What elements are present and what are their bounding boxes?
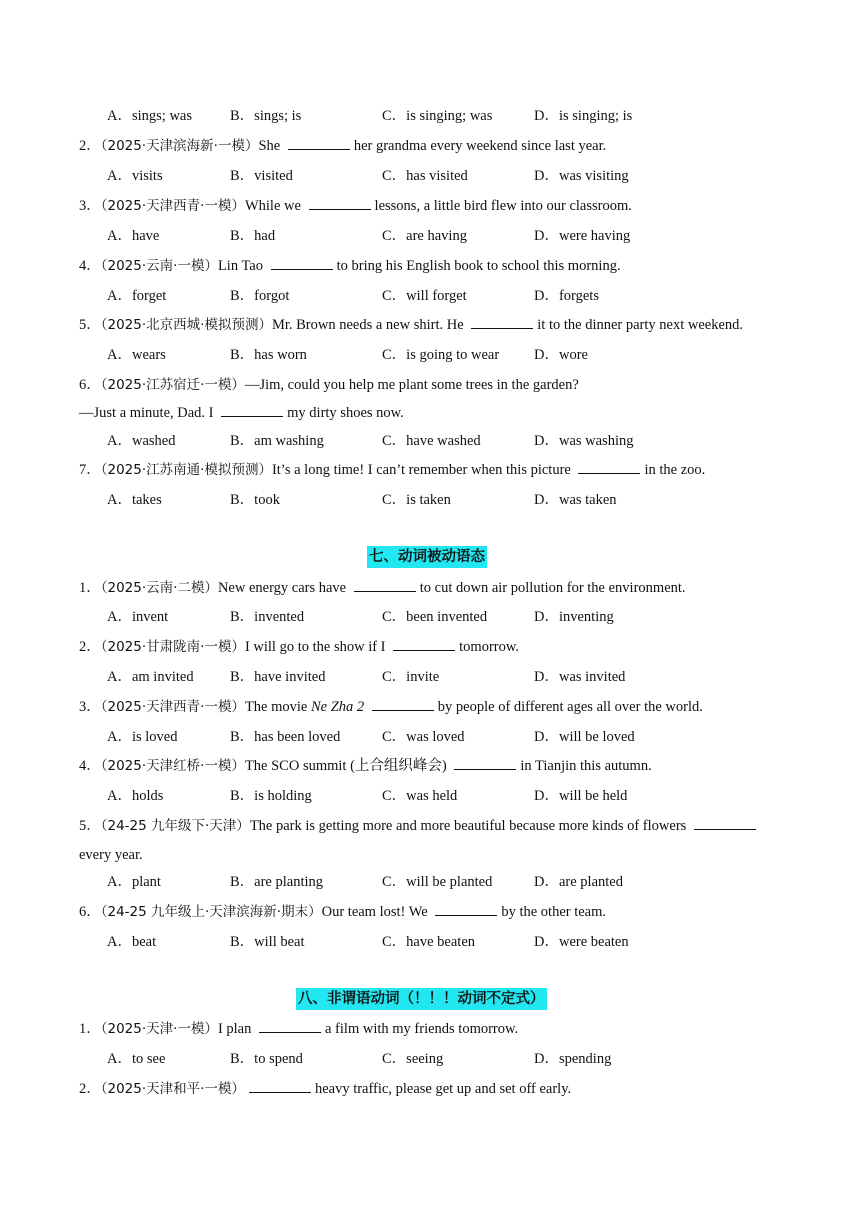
option-b: B．sings; is bbox=[230, 108, 302, 124]
answer-blank bbox=[249, 1080, 311, 1093]
question-number: 3． bbox=[79, 699, 101, 715]
option-a: A．takes bbox=[107, 492, 162, 508]
answer-blank bbox=[288, 137, 350, 150]
option-d: D．were having bbox=[534, 228, 631, 244]
question-text: her grandma every weekend since last year. bbox=[353, 138, 607, 154]
option-c: C．has visited bbox=[382, 168, 468, 184]
option-d: D．is singing; is bbox=[534, 108, 633, 124]
option-d: D．are planted bbox=[534, 874, 623, 890]
option-b: B．am washing bbox=[230, 433, 324, 449]
option-d: D．spending bbox=[534, 1051, 612, 1067]
question-text: to bring his English book to school this morning. bbox=[336, 258, 621, 274]
option-a: A．wears bbox=[107, 347, 166, 363]
option-c: C．will be planted bbox=[382, 874, 493, 890]
question-source: （2025·天津西青·一模） bbox=[100, 198, 245, 214]
question-number: 6． bbox=[79, 377, 101, 393]
question-number: 2． bbox=[79, 1081, 101, 1097]
option-b: B．have invited bbox=[230, 669, 326, 685]
answer-blank bbox=[372, 698, 434, 711]
option-a: A．sings; was bbox=[107, 108, 192, 124]
question-number: 5． bbox=[79, 317, 101, 333]
option-d: D．was invited bbox=[534, 669, 626, 685]
question-stem bbox=[79, 137, 606, 155]
question-text: it to the dinner party next weekend. bbox=[537, 317, 744, 333]
answer-blank bbox=[435, 903, 497, 916]
question-source: （2025·甘肃陇南·一模） bbox=[100, 639, 245, 655]
answer-blank bbox=[309, 197, 371, 210]
question-text: Our team lost! We bbox=[321, 904, 428, 920]
question-stem bbox=[79, 579, 686, 597]
movie-title: Ne Zha 2 bbox=[311, 699, 365, 715]
section-heading: 八、非谓语动词（！！！动词不定式） bbox=[296, 988, 547, 1010]
question-text: in Tianjin this autumn. bbox=[520, 758, 652, 774]
option-b: B．is holding bbox=[230, 788, 312, 804]
option-c: C．was held bbox=[382, 788, 458, 804]
question-number: 2． bbox=[79, 138, 101, 154]
option-c: C．will forget bbox=[382, 288, 467, 304]
option-c: C．been invented bbox=[382, 609, 488, 625]
option-a: A．have bbox=[107, 228, 160, 244]
option-c: C．invite bbox=[382, 669, 440, 685]
question-text: by the other team. bbox=[501, 904, 607, 920]
section-heading: 七、动词被动语态 bbox=[367, 546, 487, 568]
question-stem bbox=[79, 316, 743, 334]
question-text: New energy cars have bbox=[217, 580, 347, 596]
question-source: （2025·天津滨海新·一模） bbox=[100, 138, 259, 154]
question-source: （24-25 九年级上·天津滨海新·期末） bbox=[100, 904, 322, 920]
answer-blank bbox=[694, 817, 756, 830]
question-text: It’s a long time! I can’t remember when this picture bbox=[271, 462, 571, 478]
option-c: C．have beaten bbox=[382, 934, 476, 950]
question-stem bbox=[79, 698, 703, 716]
option-d: D．was taken bbox=[534, 492, 617, 508]
option-a: A．holds bbox=[107, 788, 164, 804]
option-c: C．is singing; was bbox=[382, 108, 493, 124]
question-text: Mr. Brown needs a new shirt. He bbox=[271, 317, 464, 333]
question-text: to cut down air pollution for the environment. bbox=[419, 580, 686, 596]
question-number: 1． bbox=[79, 1021, 101, 1037]
option-b: B．visited bbox=[230, 168, 293, 184]
option-d: D．was visiting bbox=[534, 168, 629, 184]
answer-blank bbox=[259, 1020, 321, 1033]
question-text: a film with my friends tomorrow. bbox=[325, 1021, 519, 1037]
option-d: D．were beaten bbox=[534, 934, 629, 950]
question-text: Lin Tao bbox=[217, 258, 263, 274]
option-c: C．have washed bbox=[382, 433, 481, 449]
question-number: 1． bbox=[79, 580, 101, 596]
question-source: （2025·天津西青·一模） bbox=[100, 699, 245, 715]
question-source: （2025·江苏宿迁·一模） bbox=[100, 377, 245, 393]
question-text: The park is getting more and more beautiful because more kinds of flowers bbox=[249, 818, 687, 834]
answer-blank bbox=[578, 461, 640, 474]
question-text: in the zoo. bbox=[644, 462, 706, 478]
question-text: —Jim, could you help me plant some trees in the garden? bbox=[244, 377, 579, 393]
question-stem-line2 bbox=[79, 846, 143, 864]
option-b: B．to spend bbox=[230, 1051, 303, 1067]
question-stem bbox=[79, 376, 579, 394]
question-source: （2025·天津红桥·一模） bbox=[100, 758, 245, 774]
question-number: 3． bbox=[79, 198, 101, 214]
question-source: （2025·江苏南通·模拟预测） bbox=[100, 462, 272, 478]
option-d: D．inventing bbox=[534, 609, 614, 625]
option-c: C．is going to wear bbox=[382, 347, 500, 363]
option-c: C．is taken bbox=[382, 492, 451, 508]
question-number: 6． bbox=[79, 904, 101, 920]
option-a: A．beat bbox=[107, 934, 157, 950]
question-number: 4． bbox=[79, 258, 101, 274]
question-number: 5． bbox=[79, 818, 101, 834]
option-c: C．was loved bbox=[382, 729, 465, 745]
question-text: I plan bbox=[217, 1021, 252, 1037]
question-stem-line2 bbox=[79, 404, 404, 422]
question-text: every year. bbox=[79, 847, 143, 863]
question-text: The movie bbox=[244, 699, 308, 715]
question-text: heavy traffic, please get up and set off early. bbox=[314, 1081, 572, 1097]
question-source: （24-25 九年级下·天津） bbox=[100, 818, 250, 834]
question-text: I will go to the show if I bbox=[244, 639, 386, 655]
option-d: D．wore bbox=[534, 347, 588, 363]
option-b: B．had bbox=[230, 228, 276, 244]
question-number: 2． bbox=[79, 639, 101, 655]
question-text: While we bbox=[244, 198, 301, 214]
option-a: A．am invited bbox=[107, 669, 194, 685]
option-b: B．invented bbox=[230, 609, 305, 625]
option-d: D．was washing bbox=[534, 433, 634, 449]
question-stem bbox=[79, 817, 760, 835]
option-d: D．will be held bbox=[534, 788, 628, 804]
answer-blank bbox=[393, 638, 455, 651]
option-a: A．is loved bbox=[107, 729, 178, 745]
option-b: B．forgot bbox=[230, 288, 290, 304]
option-b: B．took bbox=[230, 492, 280, 508]
option-a: A．to see bbox=[107, 1051, 166, 1067]
question-text: tomorrow. bbox=[459, 639, 520, 655]
option-b: B．are planting bbox=[230, 874, 324, 890]
question-stem bbox=[79, 197, 632, 215]
question-text: —Just a minute, Dad. I bbox=[79, 405, 214, 421]
question-source: （2025·天津和平·一模） bbox=[100, 1081, 245, 1097]
question-source: （2025·云南·一模） bbox=[100, 258, 218, 274]
question-text: The SCO summit (上合组织峰会) bbox=[244, 758, 447, 774]
answer-blank bbox=[354, 579, 416, 592]
question-source: （2025·云南·二模） bbox=[100, 580, 218, 596]
question-stem bbox=[79, 257, 621, 275]
question-text: by people of different ages all over the world. bbox=[437, 699, 703, 715]
option-d: D．forgets bbox=[534, 288, 599, 304]
answer-blank bbox=[471, 316, 533, 329]
option-a: A．invent bbox=[107, 609, 169, 625]
question-stem bbox=[79, 638, 519, 656]
option-a: A．forget bbox=[107, 288, 167, 304]
question-stem bbox=[79, 1020, 518, 1038]
question-stem bbox=[79, 461, 705, 479]
question-text: She bbox=[258, 138, 281, 154]
question-stem bbox=[79, 1080, 571, 1098]
option-a: A．washed bbox=[107, 433, 176, 449]
option-b: B．will beat bbox=[230, 934, 305, 950]
answer-blank bbox=[454, 757, 516, 770]
option-d: D．will be loved bbox=[534, 729, 635, 745]
question-number: 7． bbox=[79, 462, 101, 478]
question-stem bbox=[79, 903, 606, 921]
question-number: 4． bbox=[79, 758, 101, 774]
option-b: B．has worn bbox=[230, 347, 307, 363]
question-text: my dirty shoes now. bbox=[287, 405, 404, 421]
option-b: B．has been loved bbox=[230, 729, 341, 745]
question-text: lessons, a little bird flew into our classroom. bbox=[374, 198, 632, 214]
option-a: A．visits bbox=[107, 168, 163, 184]
option-a: A．plant bbox=[107, 874, 161, 890]
answer-blank bbox=[221, 404, 283, 417]
question-source: （2025·天津·一模） bbox=[100, 1021, 218, 1037]
option-c: C．seeing bbox=[382, 1051, 444, 1067]
question-stem bbox=[79, 757, 652, 775]
answer-blank bbox=[271, 257, 333, 270]
question-source: （2025·北京西城·模拟预测） bbox=[100, 317, 272, 333]
option-c: C．are having bbox=[382, 228, 467, 244]
